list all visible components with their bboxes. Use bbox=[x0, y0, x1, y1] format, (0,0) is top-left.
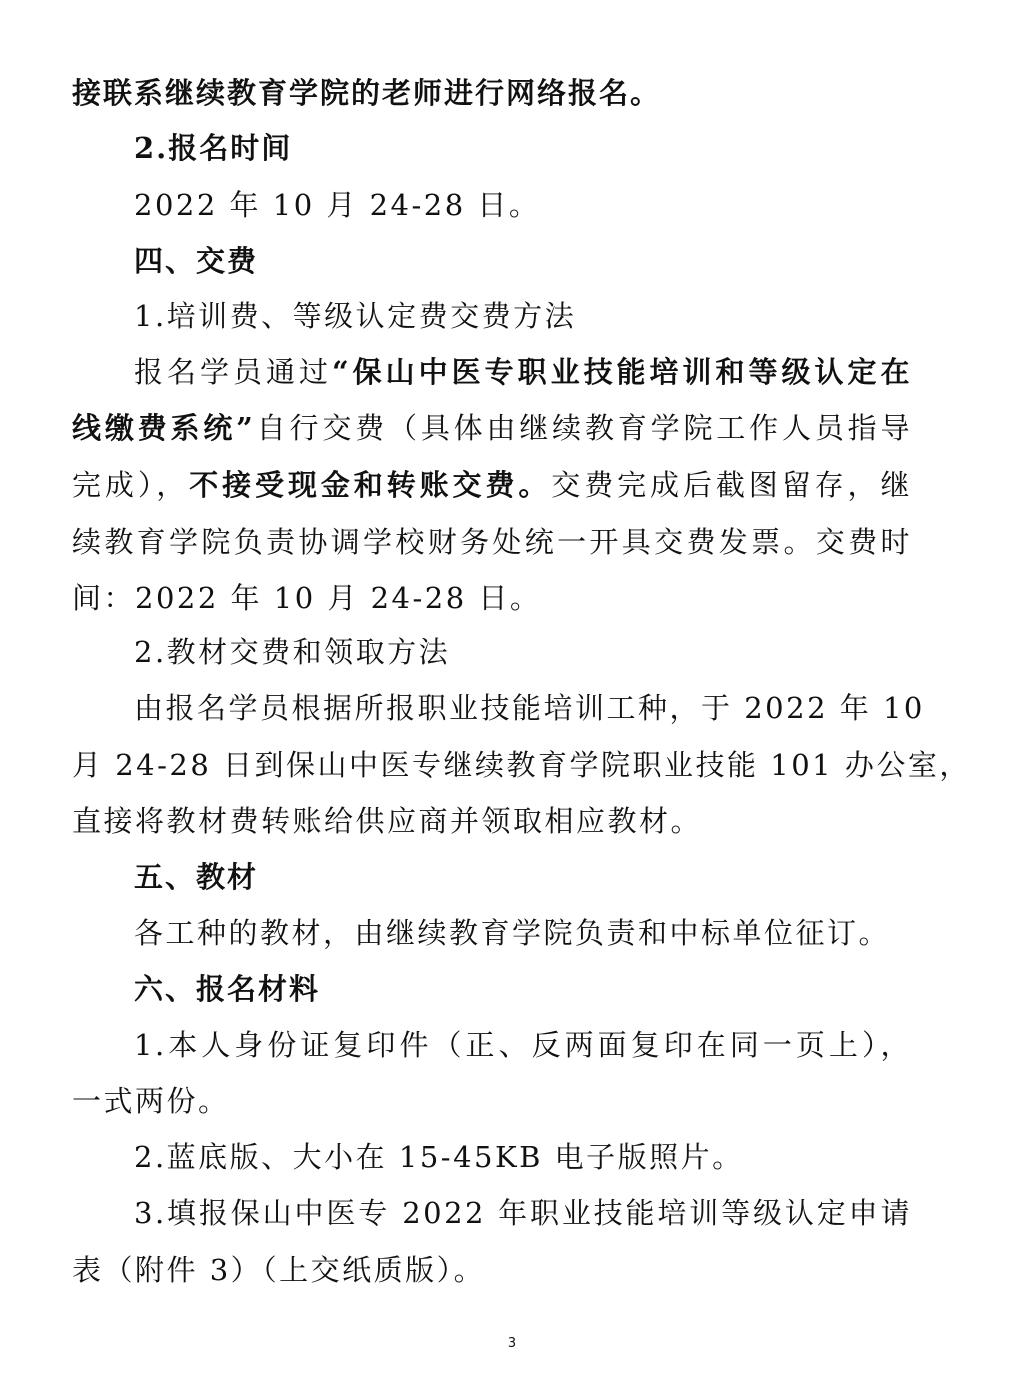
text-line: 2.蓝底版、大小在 15-45KB 电子版照片。 bbox=[134, 1140, 744, 1174]
text-line: 续教育学院负责协调学校财务处统一开具交费发票。交费时 bbox=[72, 525, 912, 559]
text-span: 交费完成后截图留存，继 bbox=[551, 468, 912, 502]
text-line bbox=[134, 352, 912, 392]
page-number: 3 bbox=[507, 1336, 517, 1351]
text-span: 完成）， bbox=[72, 468, 190, 502]
text-line: 接联系继续教育学院的老师进行网络报名。 bbox=[72, 76, 662, 110]
section-heading: 六、报名材料 bbox=[134, 972, 321, 1006]
text-line: 由报名学员根据所报职业技能培训工种，于 2022 年 10 bbox=[134, 691, 925, 725]
text-line: 直接将教材费转账给供应商并领取相应教材。 bbox=[72, 804, 703, 838]
text-line: 间：2022 年 10 月 24-28 日。 bbox=[72, 581, 542, 615]
text-line: 月 24-28 日到保山中医专继续教育学院职业技能 101 办公室， bbox=[72, 748, 971, 782]
text-line: 各工种的教材，由继续教育学院负责和中标单位征订。 bbox=[134, 916, 891, 950]
text-line: 3.填报保山中医专 2022 年职业技能培训等级认定申请 bbox=[134, 1196, 912, 1230]
section-heading: 2.报名时间 bbox=[134, 131, 293, 165]
bold-span: 不接受现金和转账交费。 bbox=[189, 468, 552, 502]
section-heading: 五、教材 bbox=[134, 860, 259, 894]
subsection-heading: 1.培训费、等级认定费交费方法 bbox=[134, 299, 577, 333]
text-line bbox=[72, 465, 912, 505]
text-line: 一式两份。 bbox=[72, 1084, 230, 1118]
section-heading: 四、交费 bbox=[134, 244, 259, 278]
text-span: 自行交费（具体由继续教育学院工作人员指导 bbox=[255, 411, 912, 445]
text-line: 1.本人身份证复印件（正、反两面复印在同一页上）， bbox=[134, 1028, 912, 1062]
text-line: 2022 年 10 月 24-28 日。 bbox=[134, 188, 541, 222]
text-span: 报名学员通过 bbox=[134, 355, 332, 389]
bold-span: “保山中医专职业技能培训和等级认定在 bbox=[331, 355, 912, 389]
bold-span: 线缴费系统” bbox=[72, 411, 256, 445]
subsection-heading: 2.教材交费和领取方法 bbox=[134, 635, 451, 669]
text-line: 表（附件 3）（上交纸质版）。 bbox=[72, 1253, 486, 1287]
text-line bbox=[72, 408, 912, 448]
